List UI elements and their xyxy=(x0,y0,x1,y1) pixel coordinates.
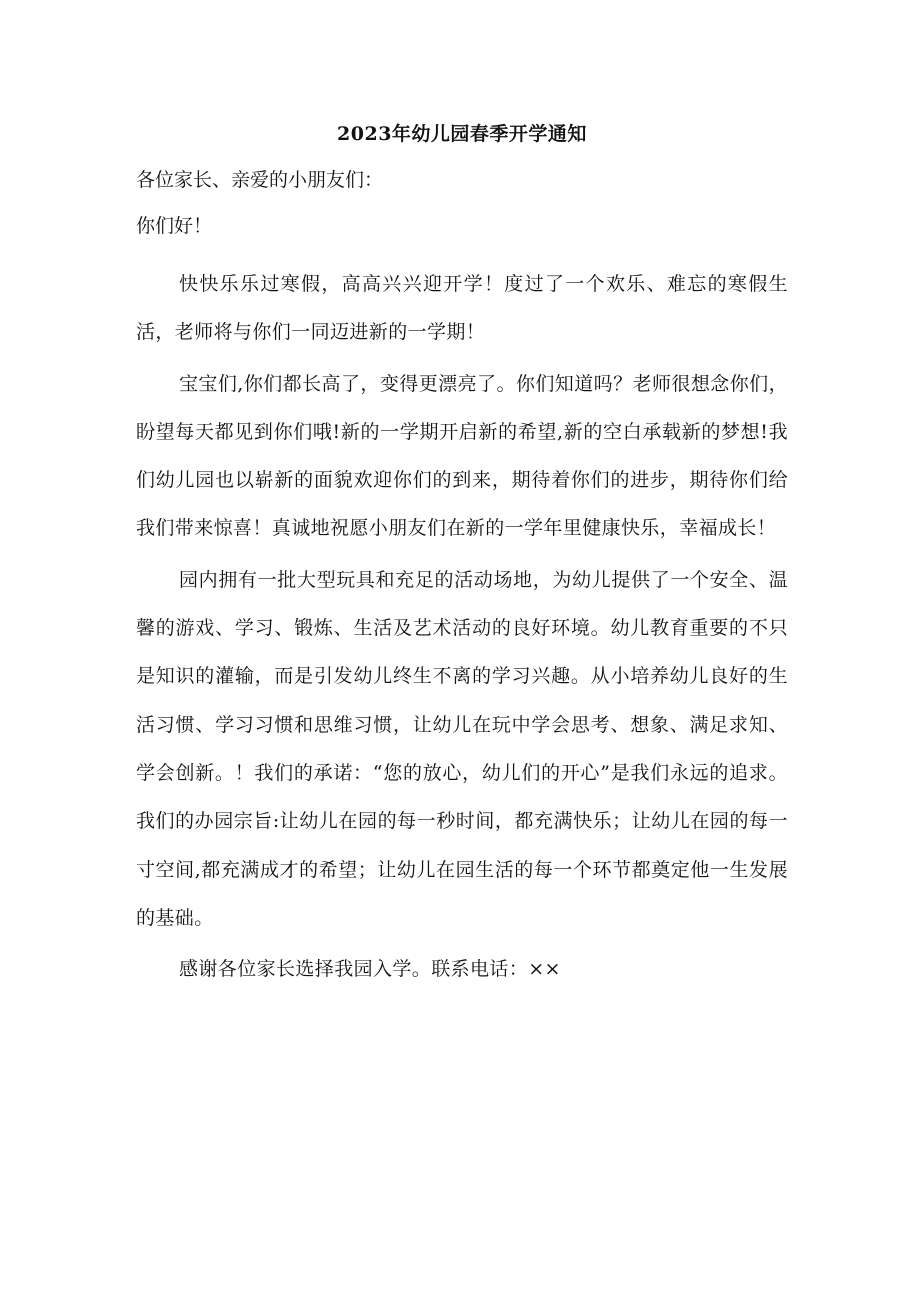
paragraph-contact: 感谢各位家长选择我园入学。联系电话：×× xyxy=(179,958,561,981)
page-title: 2023年幼儿园春季开学通知 xyxy=(337,123,587,145)
notice-page xyxy=(136,120,788,996)
paragraph-environment: 园内拥有一批大型玩具和充足的活动场地，为幼儿提供了一个安全、温馨的游戏、学习、锻炼、生活及艺术活动的良好环境。幼儿教育重要的不只是知识的灌输，而是引发幼儿终生不离的学习兴趣。从小培养幼儿良好的生活习惯、学习习惯和思维习惯，让幼儿在玩中学会思考、想象、满足求知、学会创新。！我们的承诺：“您的放心，幼儿们的开心”是我们永远的追求。我们的办园宗旨:让幼儿在园的每一秒时间，都充满快乐；让幼儿在园的每一寸空间,都充满成才的希望；让幼儿在园生活的每一个环节都奠定他一生发展的基础。 xyxy=(136,568,788,929)
greeting: 你们好！ xyxy=(136,215,213,237)
salutation: 各位家长、亲爱的小朋友们： xyxy=(136,169,384,191)
paragraph-welcome: 宝宝们,你们都长高了，变得更漂亮了。你们知道吗？老师很想念你们，盼望每天都见到你们哦!新的一学期开启新的希望,新的空白承载新的梦想!我们幼儿园也以崭新的面貌欢迎你们的到来，期待着你们的进步，期待你们给我们带来惊喜！真诚地祝愿小朋友们在新的一学年里健康快乐，幸福成长！ xyxy=(136,372,788,540)
paragraph-vacation: 快快乐乐过寒假，高高兴兴迎开学！度过了一个欢乐、难忘的寒假生活，老师将与你们一同迈进新的一学期！ xyxy=(136,273,788,344)
